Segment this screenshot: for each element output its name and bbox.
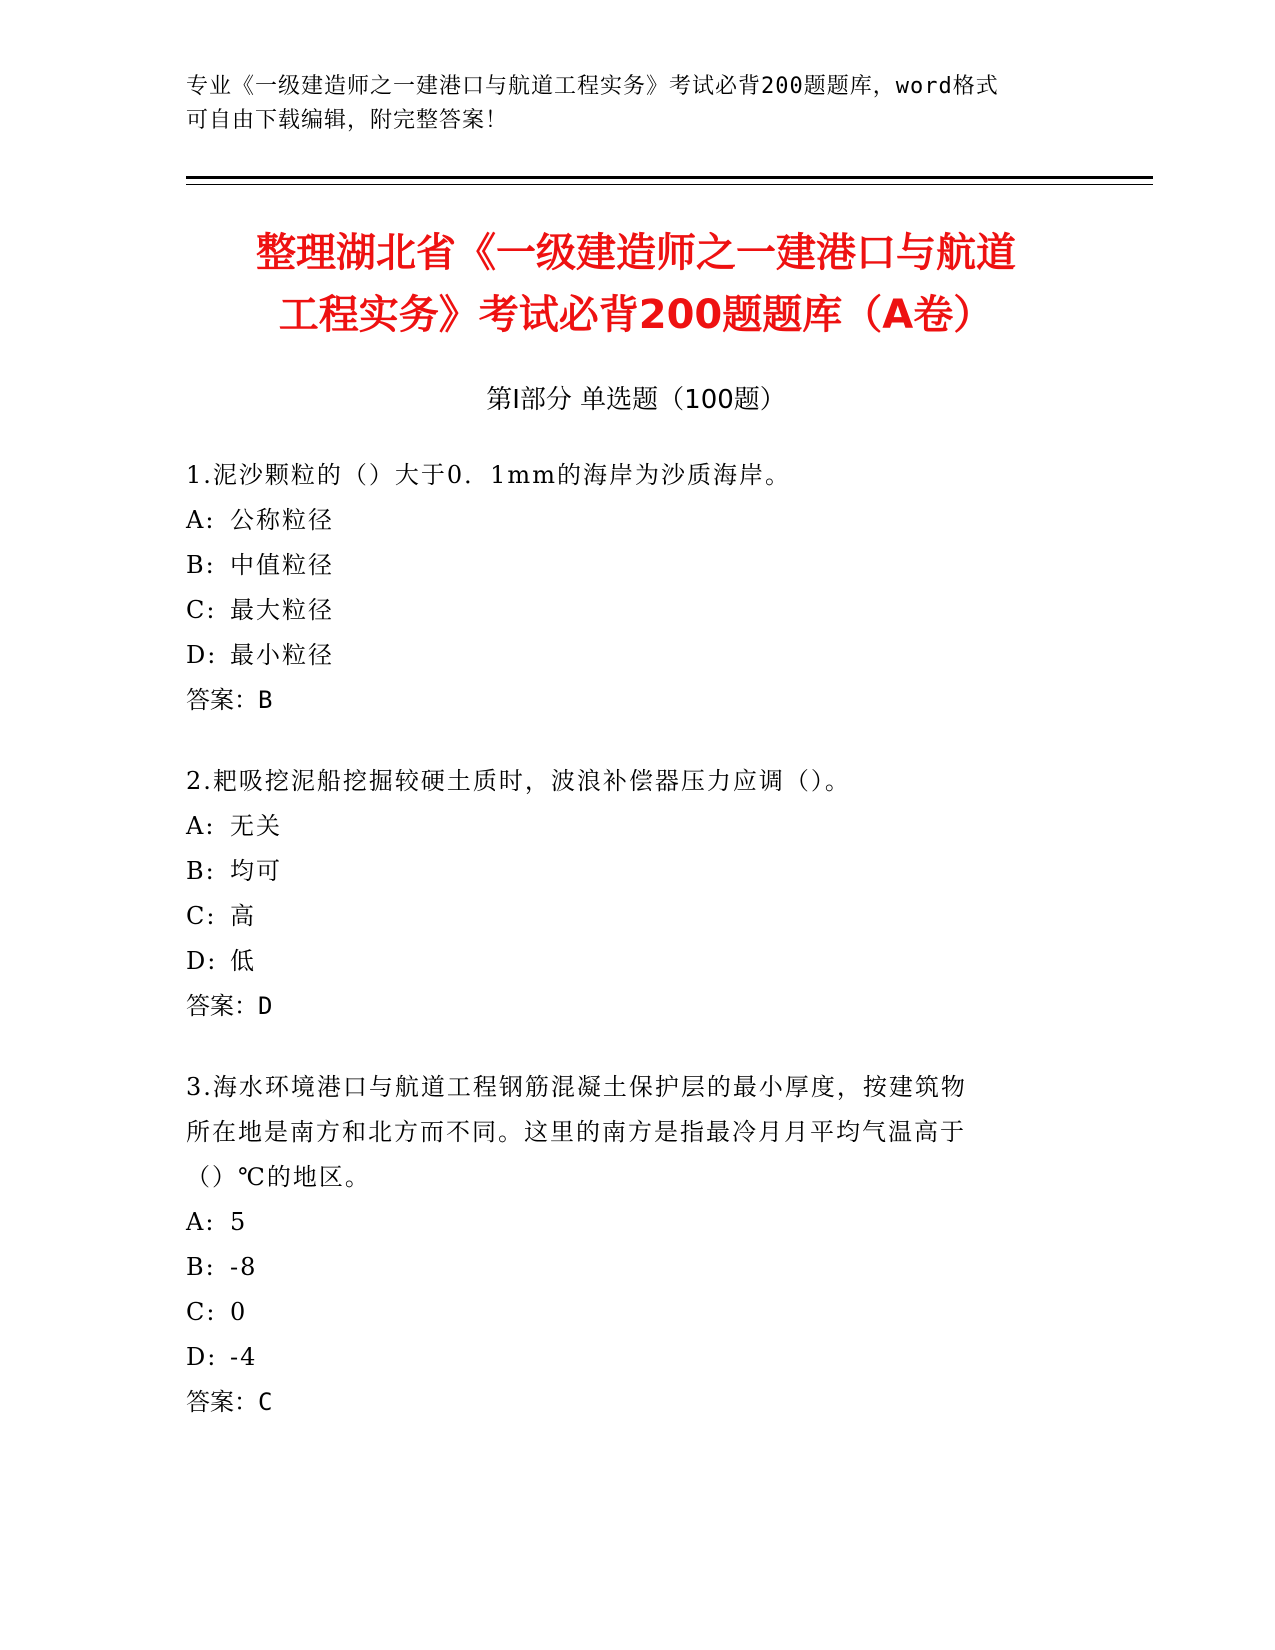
option-a <box>186 498 1066 543</box>
option-c <box>186 1290 1066 1335</box>
answer: 答案：D <box>186 992 273 1020</box>
option-letter: A: <box>186 506 216 534</box>
question-stem <box>186 453 1066 498</box>
option-text: 无关 <box>230 812 282 840</box>
option-d <box>186 1335 1066 1380</box>
option-letter: C: <box>186 902 217 930</box>
option-text: 最大粒径 <box>230 596 334 624</box>
option-letter: C: <box>186 1298 217 1326</box>
header-divider-thick <box>186 176 1153 179</box>
option-letter: D: <box>186 1343 218 1371</box>
option-text: 最小粒径 <box>230 641 334 669</box>
question-stem-line: 所在地是南方和北方而不同。这里的南方是指最冷月月平均气温高于 <box>186 1118 966 1146</box>
question-2 <box>186 759 1066 1029</box>
option-letter: A: <box>186 1208 216 1236</box>
option-b <box>186 849 1066 894</box>
option-text: 5 <box>230 1208 248 1236</box>
question-stem-line: 1.泥沙颗粒的（）大于0．1mm的海岸为沙质海岸。 <box>186 461 791 489</box>
option-d <box>186 939 1066 984</box>
option-c <box>186 588 1066 633</box>
option-letter: B: <box>186 1253 216 1281</box>
header-note-line-2: 可自由下载编辑，附完整答案！ <box>186 108 509 133</box>
document-title-line-2: 工程实务》考试必背200题题库（A卷） <box>278 292 994 338</box>
question-stem <box>186 759 1066 804</box>
option-text: 低 <box>230 947 256 975</box>
answer: 答案：B <box>186 686 273 714</box>
document-title <box>186 222 1086 346</box>
option-letter: C: <box>186 596 217 624</box>
option-text: 0 <box>230 1298 248 1326</box>
option-text: -8 <box>230 1253 258 1281</box>
option-a <box>186 1200 1066 1245</box>
header-note <box>186 70 1066 138</box>
option-a <box>186 804 1066 849</box>
document-title-line-1: 整理湖北省《一级建造师之一建港口与航道 <box>256 230 1016 276</box>
question-stem-line: （）℃的地区。 <box>186 1163 371 1191</box>
section-title: 第Ⅰ部分 单选题（100题） <box>486 385 786 415</box>
question-1 <box>186 453 1066 723</box>
option-text: 公称粒径 <box>230 506 334 534</box>
option-d <box>186 633 1066 678</box>
header-divider-thin <box>186 184 1153 185</box>
option-letter: B: <box>186 857 216 885</box>
answer: 答案：C <box>186 1388 273 1416</box>
option-letter: D: <box>186 641 218 669</box>
option-text: 中值粒径 <box>230 551 334 579</box>
option-letter: A: <box>186 812 216 840</box>
question-3 <box>186 1065 1066 1425</box>
option-c <box>186 894 1066 939</box>
option-letter: D: <box>186 947 218 975</box>
option-letter: B: <box>186 551 216 579</box>
question-stem <box>186 1065 1066 1200</box>
option-b <box>186 1245 1066 1290</box>
option-b <box>186 543 1066 588</box>
option-text: 均可 <box>230 857 282 885</box>
option-text: 高 <box>230 902 256 930</box>
option-text: -4 <box>230 1343 258 1371</box>
header-note-line-1: 专业《一级建造师之一建港口与航道工程实务》考试必背200题题库，word格式 <box>186 74 999 99</box>
question-stem-line: 2.耙吸挖泥船挖掘较硬土质时，波浪补偿器压力应调（）。 <box>186 767 851 795</box>
question-stem-line: 3.海水环境港口与航道工程钢筋混凝土保护层的最小厚度，按建筑物 <box>186 1073 967 1101</box>
